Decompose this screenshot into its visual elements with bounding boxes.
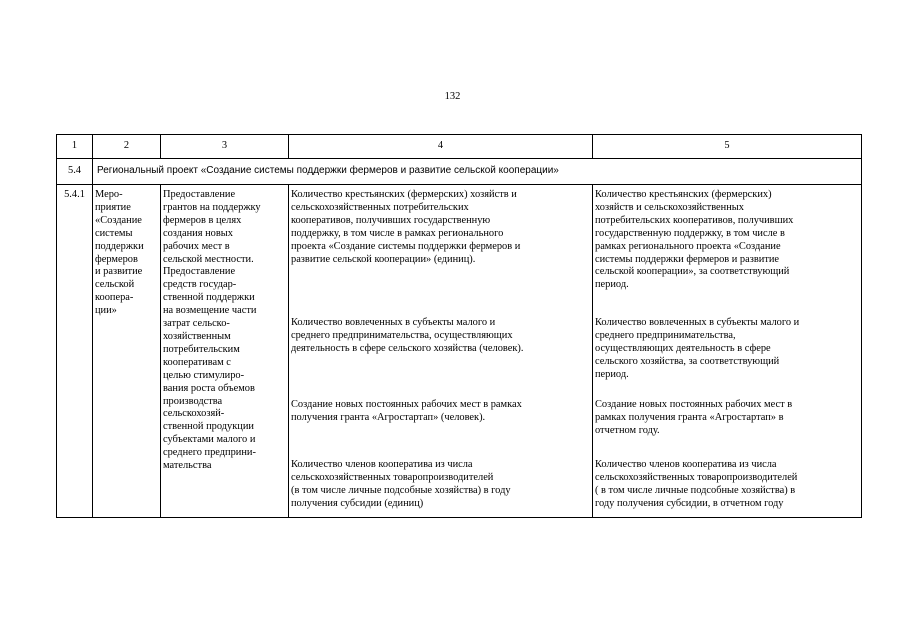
row-number: 5.4.1 xyxy=(57,185,93,518)
section-number: 5.4 xyxy=(57,159,93,185)
indicators-cell xyxy=(289,185,593,518)
indicator-1: Количество крестьянских (фермерских) хозяйств и сельскохозяйственных потребительских кооперативов, получивших государственную поддержку, в том числе в рамках регионального проекта «Создание системы поддержки фермеров и развитие сельской кооперации» (единиц). xyxy=(291,189,521,265)
measure-name: Меро- приятие «Создание системы поддержки фермеров и развитие сельской коопера- ции» xyxy=(93,185,161,518)
column-number-1: 1 xyxy=(57,135,93,159)
indicator-2: Количество вовлеченных в субъекты малого и среднего предпринимательства, осуществляющих деятельность в сфере сельского хозяйства (человек). xyxy=(291,317,524,354)
table-row xyxy=(57,185,862,518)
column-number-4: 4 xyxy=(289,135,593,159)
indicator-4: Количество членов кооператива из числа сельскохозяйственных товаропроизводителей (в том числе личные подсобные хозяйства) в году получения субсидии (единиц) xyxy=(291,459,511,509)
program-table xyxy=(56,134,862,518)
method-3: Создание новых постоянных рабочих мест в рамках получения гранта «Агростартап» в отчетном году. xyxy=(595,399,793,436)
page-number: 132 xyxy=(444,91,461,102)
indicator-3: Создание новых постоянных рабочих мест в рамках получения гранта «Агростартап» (человек). xyxy=(291,399,522,423)
column-number-2: 2 xyxy=(93,135,161,159)
method-2: Количество вовлеченных в субъекты малого и среднего предпринимательства, осуществляющих деятельность в сфере сельского хозяйства, за соответствующий период. xyxy=(595,317,800,380)
column-number-3: 3 xyxy=(161,135,289,159)
method-1: Количество крестьянских (фермерских) хозяйств и сельскохозяйственных потребительских кооперативов, получивших государственную поддержку, в том числе в рамках регионального проекта «Создание системы поддержки фермеров и развитие сельской кооперации», за соответствующий период. xyxy=(595,189,794,291)
column-number-5: 5 xyxy=(593,135,862,159)
section-title: Региональный проект «Создание системы поддержки фермеров и развитие сельской кооперации» xyxy=(93,159,862,185)
column-number-row xyxy=(57,135,862,159)
methods-cell xyxy=(593,185,862,518)
section-row xyxy=(57,159,862,185)
measure-description: Предоставление грантов на поддержку фермеров в целях создания новых рабочих мест в сельской местности. Предоставление средств государ- ственной поддержки на возмещение части затрат сельско- хозяйственным потребительским кооперативам с целью стимулиро- вания роста объемов производства сельскохозяй- ственной продукции субъектами малого и среднего предприни- мательства xyxy=(161,185,289,518)
method-4: Количество членов кооператива из числа сельскохозяйственных товаропроизводителей ( в том числе личные подсобные хозяйства) в году получения субсидии, в отчетном году xyxy=(595,459,798,509)
